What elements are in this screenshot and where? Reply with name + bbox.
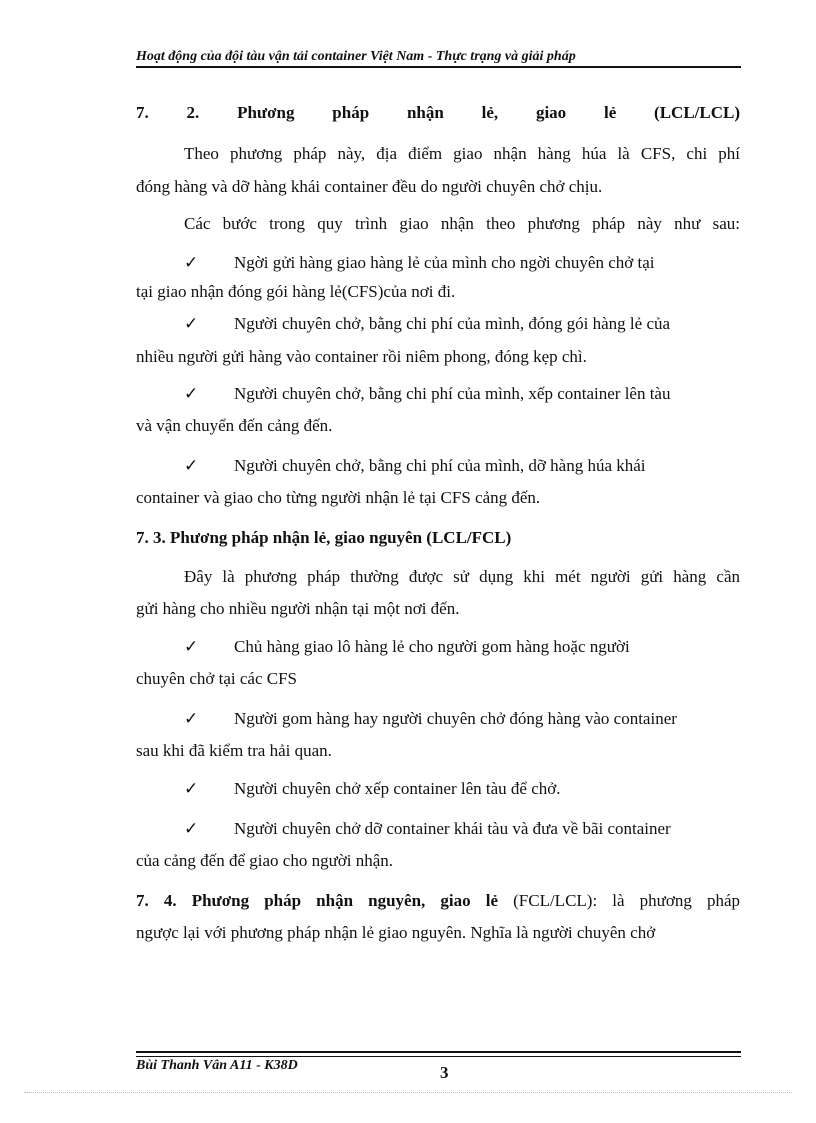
list-item: ✓ Người chuyên chở dỡ container khái tàu và đưa về bãi container xyxy=(184,819,671,838)
list-item: ✓ Người chuyên chở, bằng chi phí của mình, đóng gói hàng lẻ của xyxy=(184,314,671,333)
check-icon: ✓ xyxy=(184,709,199,728)
paragraph: đóng hàng và dỡ hàng khái container đều do người chuyên chở chịu. xyxy=(136,177,603,196)
footer-rule xyxy=(136,1051,741,1057)
check-icon: ✓ xyxy=(184,779,199,798)
section-heading-7-4: 7. 4. Phương pháp nhận nguyên, giao lẻ (FCL/LCL): là phương pháp xyxy=(136,891,740,910)
list-item-continuation: và vận chuyển đến cảng đến. xyxy=(136,416,333,435)
list-item: ✓ Người gom hàng hay người chuyên chở đóng hàng vào container xyxy=(184,709,677,728)
list-item-continuation: chuyên chở tại các CFS xyxy=(136,669,298,688)
section-heading-7-3: 7. 3. Phương pháp nhận lẻ, giao nguyên (LCL/FCL) xyxy=(136,528,512,547)
check-icon: ✓ xyxy=(184,253,199,272)
page-number: 3 xyxy=(440,1063,449,1082)
paragraph: ngược lại với phương pháp nhận lẻ giao nguyên. Nghĩa là người chuyên chở xyxy=(136,923,656,942)
paragraph: Các bước trong quy trình giao nhận theo phương pháp này như sau: xyxy=(184,214,740,233)
list-item: ✓ Người chuyên chở, bằng chi phí của mình, dỡ hàng húa khái xyxy=(184,456,646,475)
paragraph: Đây là phương pháp thường được sử dụng khi mét người gửi hàng cần xyxy=(184,567,740,586)
check-icon: ✓ xyxy=(184,384,199,403)
page-bottom-border xyxy=(24,1092,792,1093)
check-icon: ✓ xyxy=(184,456,199,475)
list-item-continuation: nhiều người gửi hàng vào container rồi niêm phong, đóng kẹp chì. xyxy=(136,347,587,366)
footer-author: Bùi Thanh Vân A11 - K38D xyxy=(136,1058,298,1073)
list-item-continuation: container và giao cho từng người nhận lẻ tại CFS cảng đến. xyxy=(136,488,541,507)
list-item: ✓ Chủ hàng giao lô hàng lẻ cho người gom hàng hoặc người xyxy=(184,637,630,656)
list-item-continuation: của cảng đến để giao cho người nhận. xyxy=(136,851,394,870)
check-icon: ✓ xyxy=(184,314,199,333)
list-item-continuation: tại giao nhận đóng gói hàng lẻ(CFS)của nơi đi. xyxy=(136,282,456,301)
list-item-continuation: sau khi đã kiểm tra hải quan. xyxy=(136,741,332,760)
list-item: ✓ Ngời gửi hàng giao hàng lẻ của mình cho ngời chuyên chở tại xyxy=(184,253,655,272)
running-header: Hoạt động của đội tàu vận tải container Việt Nam - Thực trạng và giải pháp xyxy=(136,49,741,68)
check-icon: ✓ xyxy=(184,637,199,656)
paragraph: Theo phương pháp này, địa điểm giao nhận hàng húa là CFS, chi phí xyxy=(184,144,740,163)
section-heading-7-2: 7. 2. Phương pháp nhận lẻ, giao lẻ (LCL/LCL) xyxy=(136,103,740,122)
check-icon: ✓ xyxy=(184,819,199,838)
list-item: ✓ Người chuyên chở, bằng chi phí của mình, xếp container lên tàu xyxy=(184,384,671,403)
list-item: ✓ Người chuyên chở xếp container lên tàu để chở. xyxy=(184,779,561,798)
paragraph: gửi hàng cho nhiều người nhận tại một nơi đến. xyxy=(136,599,460,618)
